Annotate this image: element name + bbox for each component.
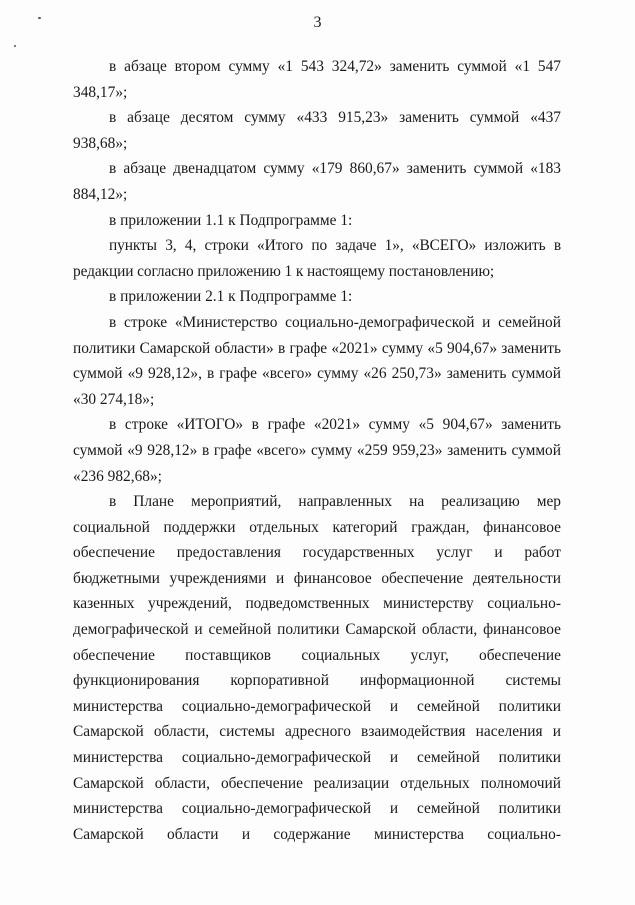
paragraph-abzac-10: в абзаце десятом сумму «433 915,23» заменить суммой «437 938,68»; bbox=[73, 109, 561, 152]
scan-speck bbox=[14, 45, 16, 47]
paragraph-itogo-row: в строке «ИТОГО» в графе «2021» сумму «5 904,67» заменить суммой «9 928,12» в графе «всего» сумму «259 959,23» заменить суммой «236 982,68»; bbox=[73, 416, 561, 485]
paragraph-appendix-2-1: в приложении 2.1 к Подпрограмме 1: bbox=[109, 288, 353, 306]
paragraph-plan-measures: в Плане мероприятий, направленных на реализацию мер социальной поддержки отдельных категорий граждан, финансовое обеспечение предоставления государственных услуг и работ бюджетными учреждениями и финансовое обеспечение деятельности казенных учреждений, подведомственных министерству социально-демографической и семейной политики Самарской области, финансовое обеспечение поставщиков социальных услуг, обеспечение функционирования корпоративной информационной системы министерства социально-демографической и семейной политики Самарской области, системы адресного взаимодействия населения и министерства социально-демографической и семейной политики Самарской области, обеспечение реализации отдельных полномочий министерства социально-демографической и семейной политики Самарской области и содержание министерства социально- bbox=[73, 493, 561, 843]
document-body bbox=[73, 54, 561, 847]
paragraph-items-3-4: пункты 3, 4, строки «Итого по задаче 1», «ВСЕГО» изложить в редакции согласно приложению 1 к настоящему постановлению; bbox=[73, 237, 561, 280]
paragraph-appendix-1-1: в приложении 1.1 к Подпрограмме 1: bbox=[109, 211, 353, 229]
page-number: 3 bbox=[313, 14, 322, 31]
paragraph-ministry-row: в строке «Министерство социально-демографической и семейной политики Самарской области» в графе «2021» сумму «5 904,67» заменить суммой «9 928,12», в графе «всего» сумму «26 250,73» заменить суммой «30 274,18»; bbox=[73, 313, 561, 408]
paragraph-abzac-12: в абзаце двенадцатом сумму «179 860,67» заменить суммой «183 884,12»; bbox=[73, 160, 561, 203]
paragraph-abzac-2: в абзаце втором сумму «1 543 324,72» заменить суммой «1 547 348,17»; bbox=[73, 58, 561, 101]
